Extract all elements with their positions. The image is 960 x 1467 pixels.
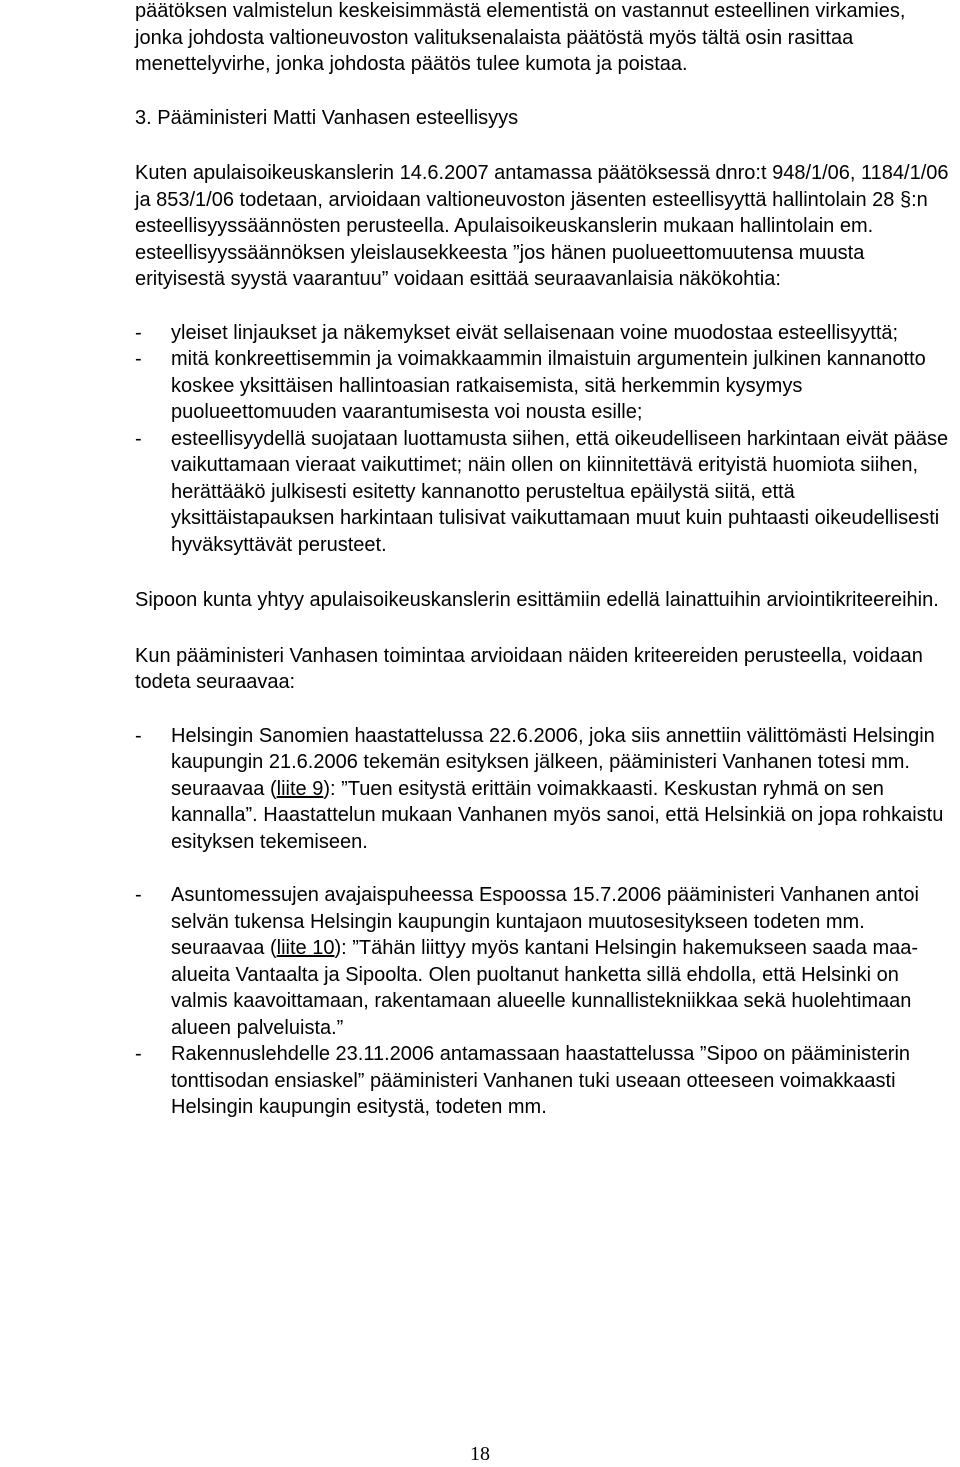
dash-bullet: - bbox=[135, 348, 142, 370]
dash-bullet: - bbox=[135, 884, 142, 906]
intro-paragraph: päätöksen valmistelun keskeisimmästä elementistä on vastannut esteellinen virkamies, jonka johdosta valtioneuvoston valituksenalaista päätöstä myös tältä osin rasittaa menettelyvirhe, jonka johdosta päätös tulee kumota ja poistaa. bbox=[135, 0, 906, 75]
criteria-item bbox=[135, 320, 955, 347]
evidence-text-before: Asuntomessujen avajaispuheessa Espoossa 15.7.2006 pääministeri Vanhanen antoi selvän tukensa Helsingin kaupungin kuntajaon muutosesitykseen todeten mm. seuraavaa ( bbox=[171, 884, 919, 959]
paragraph-1: Kuten apulaisoikeuskanslerin 14.6.2007 antamassa päätöksessä dnro:t 948/1/06, 1184/1/06 ja 853/1/06 todetaan, arvioidaan valtioneuvoston jäsenten esteellisyyttä hallintolain 28 §:n esteellisyyssäännösten perusteella. Apulaisoikeuskanslerin mukaan hallintolain em. esteellisyyssäännöksen yleislausekkeesta ”jos hänen puolueettomuutensa muusta erityisestä syystä vaarantuu” voidaan esittää seuraavanlaisia näkökohtia: bbox=[135, 162, 949, 290]
appendix-link[interactable]: liite 10 bbox=[276, 937, 335, 959]
evidence-list bbox=[135, 723, 955, 1121]
evidence-item bbox=[135, 1041, 955, 1121]
evidence-text-after: ): ”Tuen esitystä erittäin voimakkaasti. Keskustan ryhmä on sen kannalla”. Haastattelun mukaan Vanhanen myös sanoi, että Helsinkiä on jopa rohkaistu esityksen tekemiseen. bbox=[171, 777, 944, 853]
dash-bullet: - bbox=[135, 427, 142, 450]
criteria-item bbox=[135, 346, 955, 426]
dash-bullet: - bbox=[135, 1043, 142, 1065]
dash-bullet: - bbox=[135, 724, 142, 747]
page-number: 18 bbox=[470, 1443, 490, 1465]
criteria-item-text: mitä konkreettisemmin ja voimakkaammin ilmaistuin argumentein julkinen kannanotto koskee yksittäisen hallintoasian ratkaisemista, sitä herkemmin kysymys puolueettomuuden vaarantumisesta voi nousta esille; bbox=[171, 348, 926, 423]
evidence-text-before: Rakennuslehdelle 23.11.2006 antamassaan haastattelussa ”Sipoo on pääministerin tonttisodan ensiaskel” pääministeri Vanhanen tuki useaan otteeseen voimakkaasti Helsingin kaupungin esitystä, todeten mm. bbox=[171, 1043, 911, 1118]
section-heading: 3. Pääministeri Matti Vanhasen esteellisyys bbox=[135, 106, 519, 129]
evidence-text-after: ): ”Tähän liittyy myös kantani Helsingin hakemukseen saada maa-alueita Vantaalta ja Sipoolta. Olen puoltanut hanketta sillä ehdolla, että Helsinki on valmis kaavoittamaan, rakentamaan alueelle kunnallistekniikkaa sekä huolehtimaan alueen palveluista.” bbox=[171, 937, 919, 1039]
evidence-item bbox=[135, 723, 955, 856]
criteria-list bbox=[135, 320, 955, 559]
evidence-text-before: Helsingin Sanomien haastattelussa 22.6.2006, joka siis annettiin välittömästi Helsingin kaupungin 21.6.2006 tekemän esityksen jälkeen, pääministeri Vanhanen totesi mm. seuraavaa ( bbox=[171, 724, 935, 800]
criteria-item-text: yleiset linjaukset ja näkemykset eivät sellaisenaan voine muodostaa esteellisyyttä; bbox=[171, 321, 899, 344]
appendix-link[interactable]: liite 9 bbox=[276, 777, 324, 800]
dash-bullet: - bbox=[135, 321, 142, 344]
document-page bbox=[135, 0, 955, 1121]
criteria-item bbox=[135, 426, 955, 559]
paragraph-3: Kun pääministeri Vanhasen toimintaa arvioidaan näiden kriteereiden perusteella, voidaan todeta seuraavaa: bbox=[135, 644, 923, 693]
paragraph-2: Sipoon kunta yhtyy apulaisoikeuskanslerin esittämiin edellä lainattuihin arviointikriteereihin. bbox=[135, 589, 939, 611]
criteria-item-text: esteellisyydellä suojataan luottamusta siihen, että oikeudelliseen harkintaan eivät pääse vaikuttamaan vieraat vaikuttimet; näin ollen on kiinnitettävä erityistä huomiota siihen, herättääkö julkisesti esitetty kannanotto perusteltua epäilystä siitä, että yksittäistapauksen harkintaan tulisivat vaikuttamaan muut kuin puhtaasti oikeudellisesti hyväksyttävät perusteet. bbox=[171, 427, 949, 556]
evidence-item bbox=[135, 882, 955, 1041]
